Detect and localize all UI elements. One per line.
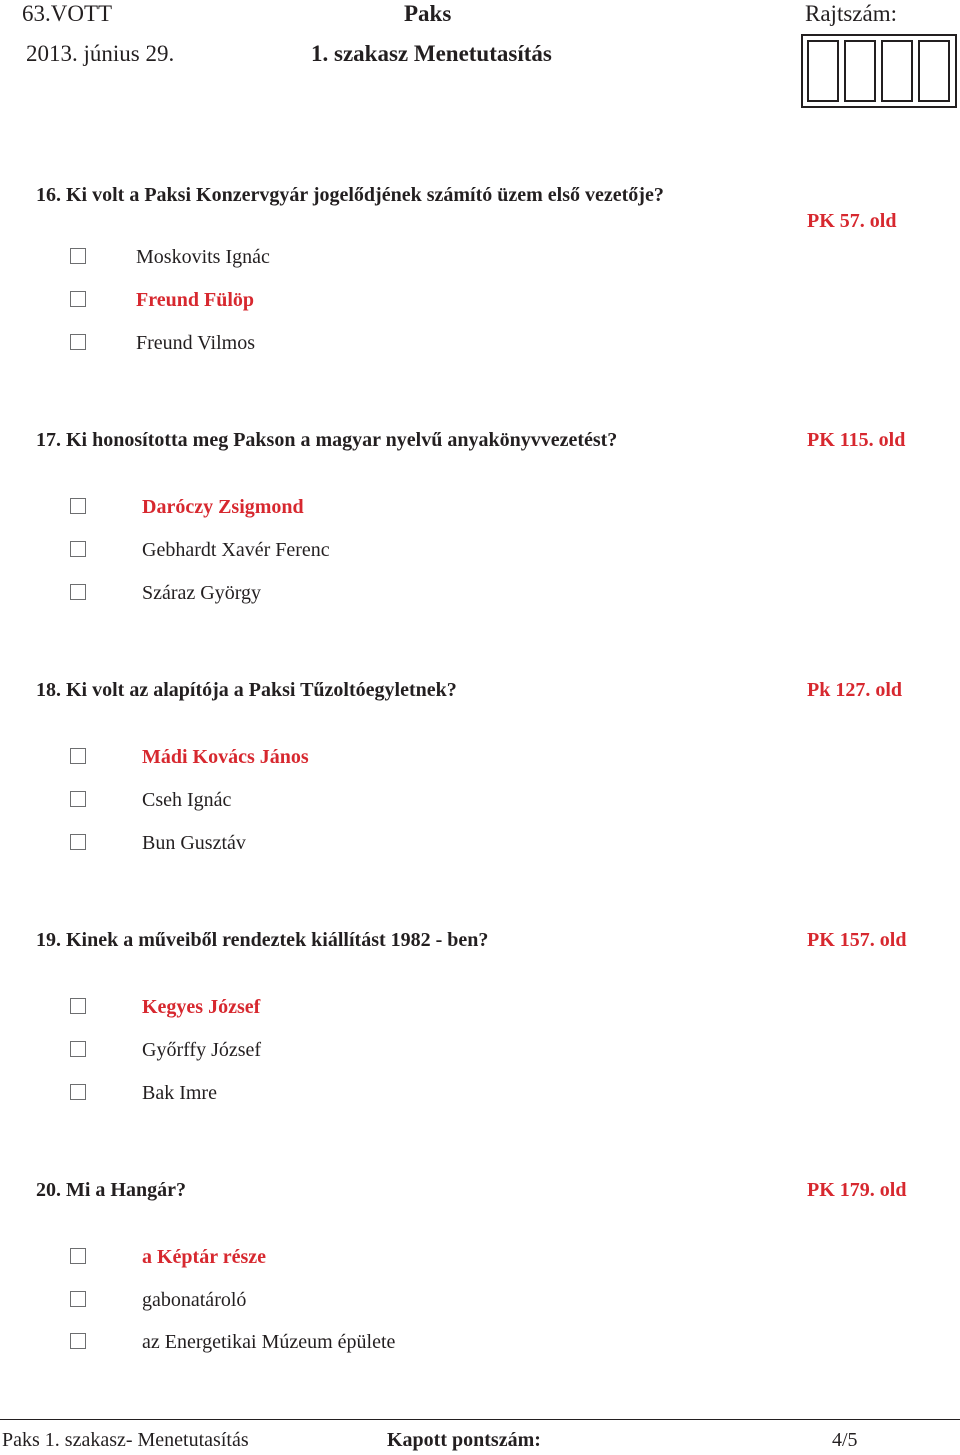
question-18-option-1: Mádi Kovács János <box>142 746 309 768</box>
question-17-option-3: Száraz György <box>142 582 262 604</box>
question-18-text: 18. Ki volt az alapítója a Paksi Tűzoltóegyletnek? <box>36 679 457 701</box>
question-16-option-2-checkbox[interactable] <box>70 291 86 307</box>
question-17-reference: PK 115. old <box>807 429 906 451</box>
question-20-text: 20. Mi a Hangár? <box>36 1179 186 1201</box>
question-16-text: 16. Ki volt a Paksi Konzervgyár jogelődjének számító üzem első vezetője? <box>36 184 664 206</box>
question-17-option-1-checkbox[interactable] <box>70 498 86 514</box>
question-20-option-3-checkbox[interactable] <box>70 1333 86 1349</box>
question-18-option-3: Bun Gusztáv <box>142 832 246 854</box>
question-18-option-2-checkbox[interactable] <box>70 791 86 807</box>
question-16-option-3-checkbox[interactable] <box>70 334 86 350</box>
start-number-cell <box>807 40 839 102</box>
question-18-option-1-checkbox[interactable] <box>70 748 86 764</box>
question-19-text: 19. Kinek a műveiből rendeztek kiállítást 1982 - ben? <box>36 929 489 951</box>
question-18-option-2: Cseh Ignác <box>142 789 232 811</box>
header-date: 2013. június 29. <box>26 41 175 66</box>
question-16-option-2: Freund Fülöp <box>136 289 254 311</box>
question-17-text: 17. Ki honosította meg Pakson a magyar nyelvű anyakönyvvezetést? <box>36 429 618 451</box>
header-event: 63.VOTT <box>22 1 113 26</box>
footer-score-label: Kapott pontszám: <box>387 1429 541 1451</box>
question-16-reference: PK 57. old <box>807 210 897 232</box>
question-20-option-1-checkbox[interactable] <box>70 1248 86 1264</box>
question-16-option-1: Moskovits Ignác <box>136 246 270 268</box>
question-20-option-2: gabonatároló <box>142 1289 247 1311</box>
question-16-option-1-checkbox[interactable] <box>70 248 86 264</box>
start-number-cell <box>844 40 876 102</box>
header-section-title: 1. szakasz Menetutasítás <box>311 41 552 66</box>
question-19-option-3-checkbox[interactable] <box>70 1084 86 1100</box>
question-20-option-2-checkbox[interactable] <box>70 1291 86 1307</box>
question-19-option-2: Győrffy József <box>142 1039 262 1061</box>
header-location: Paks <box>404 1 452 26</box>
question-18-reference: Pk 127. old <box>807 679 903 701</box>
header-start-number-label: Rajtszám: <box>805 1 897 26</box>
start-number-box <box>801 34 957 108</box>
question-18-option-3-checkbox[interactable] <box>70 834 86 850</box>
question-17-option-2: Gebhardt Xavér Ferenc <box>142 539 330 561</box>
question-19-reference: PK 157. old <box>807 929 907 951</box>
question-19-option-3: Bak Imre <box>142 1082 217 1104</box>
question-16-option-3: Freund Vilmos <box>136 332 255 354</box>
question-19-option-1-checkbox[interactable] <box>70 998 86 1014</box>
question-17-option-1: Daróczy Zsigmond <box>142 496 304 518</box>
question-17-option-2-checkbox[interactable] <box>70 541 86 557</box>
question-20-reference: PK 179. old <box>807 1179 907 1201</box>
footer-divider <box>0 1419 960 1420</box>
start-number-cell <box>881 40 913 102</box>
question-20-option-1: a Képtár része <box>142 1246 267 1268</box>
question-19-option-1: Kegyes József <box>142 996 261 1018</box>
footer-page-number: 4/5 <box>832 1429 858 1451</box>
question-17-option-3-checkbox[interactable] <box>70 584 86 600</box>
question-19-option-2-checkbox[interactable] <box>70 1041 86 1057</box>
question-20-option-3: az Energetikai Múzeum épülete <box>142 1331 396 1353</box>
footer-document-title: Paks 1. szakasz- Menetutasítás <box>2 1429 249 1451</box>
start-number-cell <box>918 40 950 102</box>
